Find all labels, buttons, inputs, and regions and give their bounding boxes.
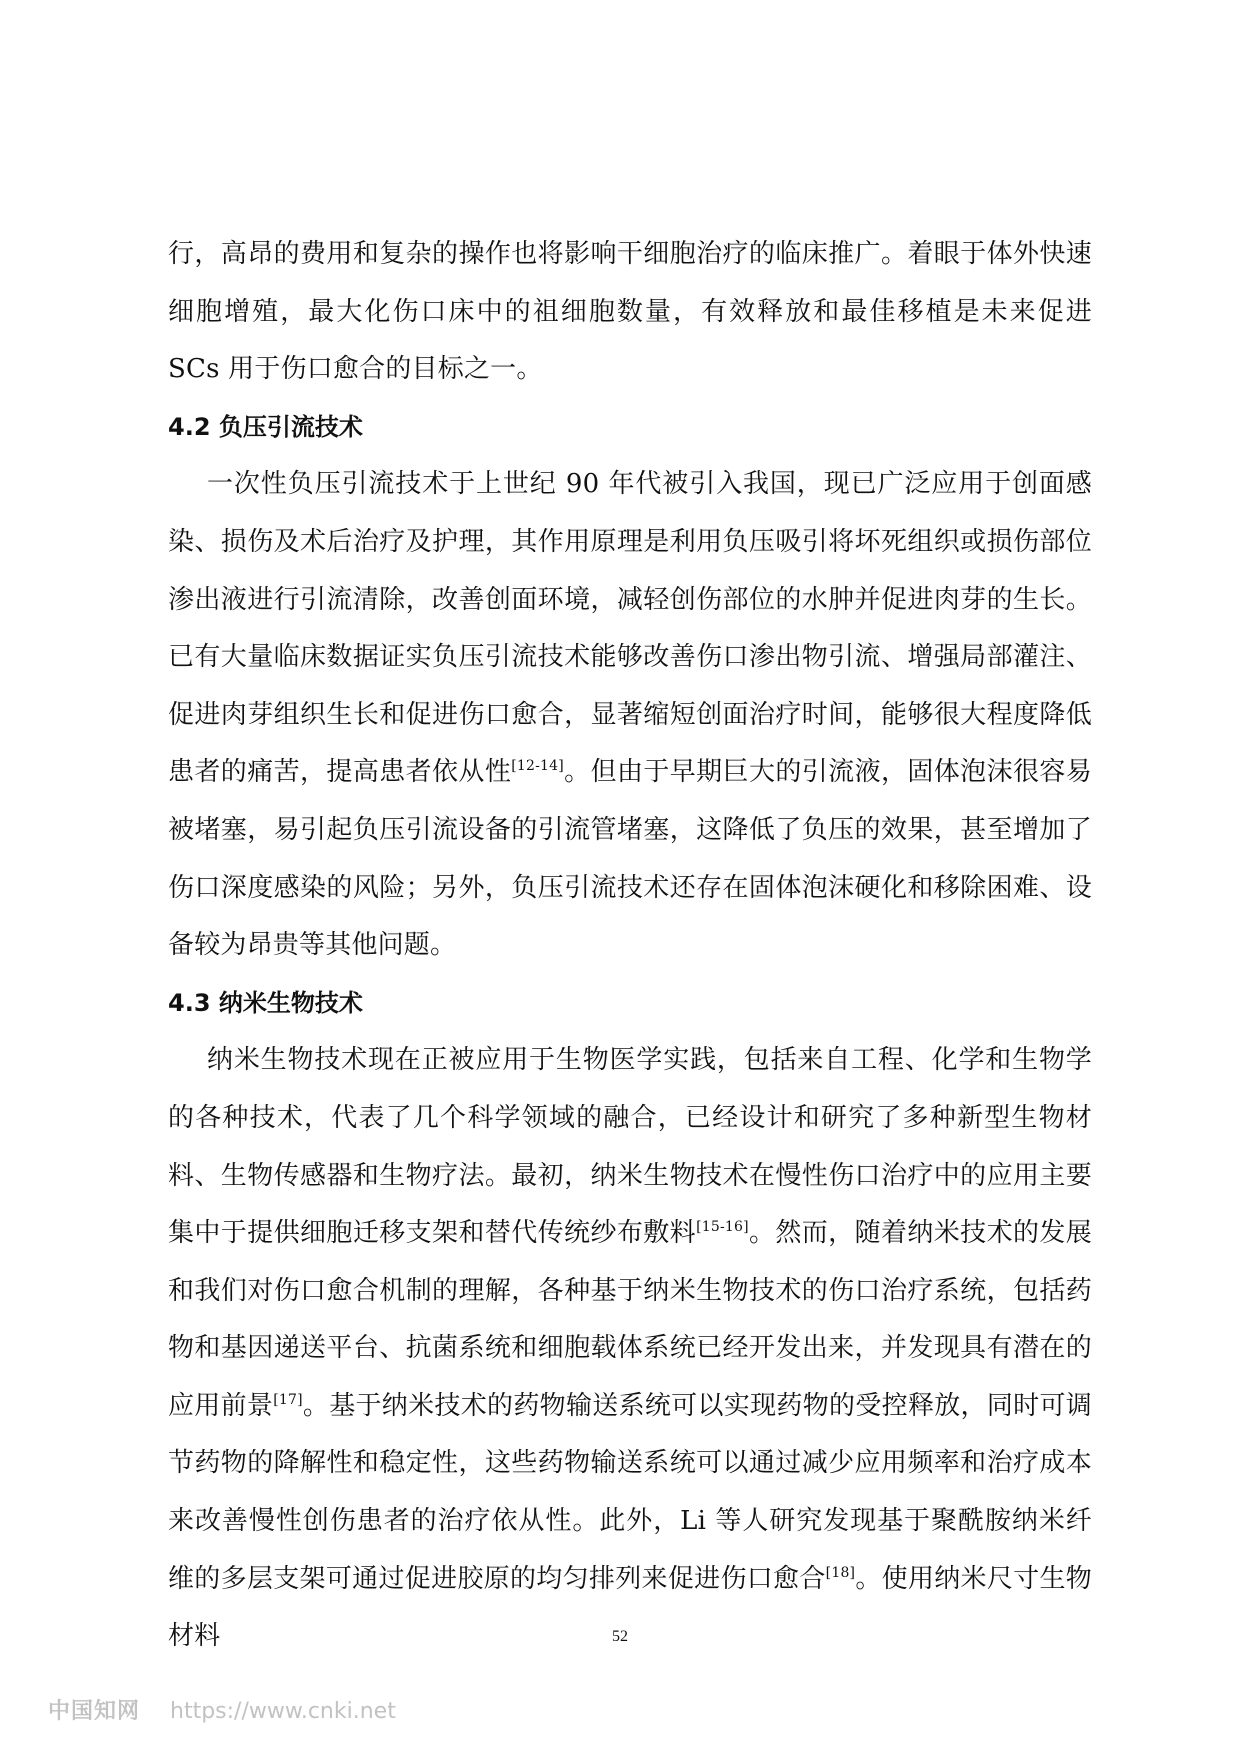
section-heading-4-3: 4.3 纳米生物技术 bbox=[168, 988, 363, 1017]
citation-ref: [15-16] bbox=[696, 1219, 749, 1236]
paragraph-text: 一次性负压引流技术于上世纪 90 年代被引入我国，现已广泛应用于创面感染、损伤及术后治疗及护理，其作用原理是利用负压吸引将坏死组织或损伤部位渗出液进行引流清除，改善创面环境，减轻创伤部位的水肿并促进肉芽的生长。已有大量临床数据证实负压引流技术能够改善伤口渗出物引流、增强局部灌注、促进肉芽组织生长和促进伤口愈合，显著缩短创面治疗时间，能够很大程度降低患者的痛苦，提高患者依从性 bbox=[168, 469, 1092, 788]
paragraph-text: 行，高昂的费用和复杂的操作也将影响干细胞治疗的临床推广。着眼于体外快速细胞增殖，最大化伤口床中的祖细胞数量，有效释放和最佳移植是未来促进 SCs 用于伤口愈合的目标之一。 bbox=[168, 239, 1092, 385]
section-heading-4-2: 4.2 负压引流技术 bbox=[168, 412, 363, 441]
paragraph-nanobiotech bbox=[168, 1032, 1092, 1666]
paragraph-text: 。但由于早期巨大的引流液，固体泡沫很容易被堵塞，易引起负压引流设备的引流管堵塞，这降低了负压的效果，甚至增加了伤口深度感染的风险；另外，负压引流技术还存在固体泡沫硬化和移除困难、设备较为昂贵等其他问题。 bbox=[168, 757, 1092, 961]
page-body bbox=[168, 226, 1092, 1666]
watermark-logo: 中国知网 bbox=[48, 1699, 141, 1724]
cnki-watermark bbox=[48, 1694, 396, 1725]
paragraph-intro bbox=[168, 226, 1092, 399]
citation-ref: [17] bbox=[273, 1391, 303, 1408]
paragraph-negative-pressure bbox=[168, 456, 1092, 974]
paragraph-text: 纳米生物技术现在正被应用于生物医学实践，包括来自工程、化学和生物学的各种技术，代表了几个科学领域的融合，已经设计和研究了多种新型生物材料、生物传感器和生物疗法。最初，纳米生物技术在慢性伤口治疗中的应用主要集中于提供细胞迁移支架和替代传统纱布敷料 bbox=[168, 1045, 1092, 1249]
citation-ref: [18] bbox=[825, 1564, 856, 1581]
watermark-url: https://www.cnki.net bbox=[170, 1699, 396, 1724]
paragraph-text: 。然而，随着纳米技术的发展和我们对伤口愈合机制的理解，各种基于纳米生物技术的伤口治疗系统，包括药物和基因递送平台、抗菌系统和细胞载体系统已经开发出来，并发现具有潜在的应用前景 bbox=[168, 1218, 1092, 1421]
page-number: 52 bbox=[612, 1628, 628, 1645]
citation-ref: [12-14] bbox=[511, 758, 564, 775]
paragraph-text: 。使用纳米尺寸生物材料 bbox=[168, 1563, 1092, 1652]
paragraph-text: 。基于纳米技术的药物输送系统可以实现药物的受控释放，同时可调节药物的降解性和稳定性，这些药物输送系统可以通过减少应用频率和治疗成本来改善慢性创伤患者的治疗依从性。此外，Li 等人研究发现基于聚酰胺纳米纤维的多层支架可通过促进胶原的均匀排列来促进伤口愈合 bbox=[168, 1390, 1092, 1594]
